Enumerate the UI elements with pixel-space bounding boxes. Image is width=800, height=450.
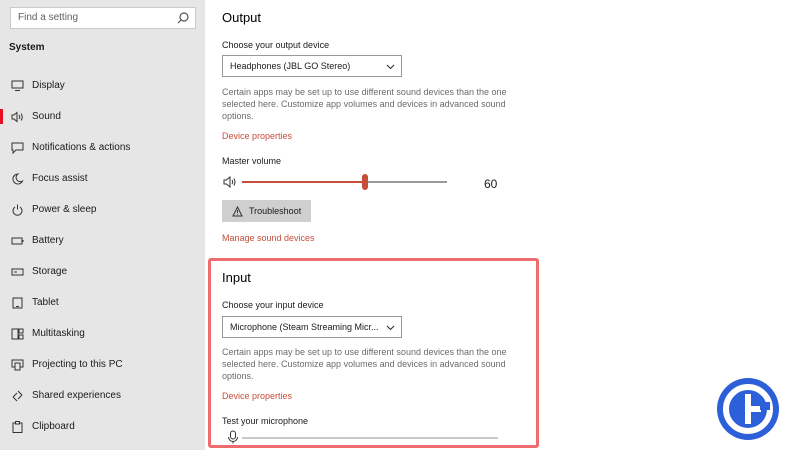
chevron-down-icon — [386, 62, 395, 71]
projecting-icon — [10, 358, 24, 372]
sidebar-item-tablet[interactable] — [0, 287, 205, 318]
manage-sound-devices-link[interactable]: Manage sound devices — [222, 233, 315, 243]
shared-icon — [10, 389, 24, 403]
master-volume-label: Master volume — [222, 156, 282, 166]
sidebar-item-notifications[interactable] — [0, 132, 205, 163]
sidebar-item-label: Power & sleep — [32, 204, 97, 215]
master-volume-value: 60 — [484, 177, 498, 191]
master-volume-thumb[interactable] — [362, 174, 368, 190]
sidebar-item-label: Display — [32, 80, 65, 91]
input-heading: Input — [222, 270, 251, 285]
output-device-properties-link[interactable]: Device properties — [222, 131, 293, 141]
sidebar-item-label: Storage — [32, 266, 68, 277]
sidebar-item-label: Shared experiences — [32, 390, 121, 401]
master-volume-slider[interactable] — [242, 181, 447, 183]
sidebar-item-label: Sound — [32, 111, 61, 122]
output-description: Certain apps may be set up to use different sound devices than the one selected here. Customize app volumes and devices in advanced sound options. — [222, 87, 507, 121]
sidebar-item-label: Clipboard — [32, 421, 75, 432]
warning-icon — [232, 206, 243, 217]
volume-icon[interactable] — [223, 175, 237, 189]
sidebar-item-label: Projecting to this PC — [32, 359, 123, 370]
sidebar-item-label: Battery — [32, 235, 64, 246]
input-section-highlight — [208, 258, 539, 448]
sidebar-section-title: System — [9, 42, 45, 53]
search-icon[interactable] — [176, 11, 190, 25]
input-description: Certain apps may be set up to use different sound devices than the one selected here. Customize app volumes and devices in advanced sound options. — [222, 347, 507, 381]
sidebar-item-battery[interactable] — [0, 225, 205, 256]
search-box[interactable] — [10, 7, 196, 29]
sidebar-item-label: Notifications & actions — [32, 142, 131, 153]
brand-logo-icon — [715, 376, 781, 442]
sidebar-item-storage[interactable] — [0, 256, 205, 287]
power-icon — [10, 203, 24, 217]
test-microphone-label: Test your microphone — [222, 416, 309, 426]
speaker-icon — [10, 110, 24, 124]
sidebar-item-multitasking[interactable] — [0, 318, 205, 349]
display-icon — [10, 79, 24, 93]
sidebar-item-label: Multitasking — [32, 328, 85, 339]
sidebar-item-shared-experiences[interactable] — [0, 380, 205, 411]
output-heading: Output — [222, 10, 262, 25]
sidebar-item-clipboard[interactable] — [0, 411, 205, 442]
sidebar-item-projecting[interactable] — [0, 349, 205, 380]
sidebar-item-sound[interactable] — [0, 101, 205, 132]
master-volume-fill — [242, 181, 365, 183]
battery-icon — [10, 234, 24, 248]
sidebar — [0, 0, 205, 450]
clipboard-icon — [10, 420, 24, 434]
troubleshoot-label: Troubleshoot — [249, 206, 302, 216]
moon-icon — [10, 172, 24, 186]
search-input[interactable]: Find a setting — [18, 12, 79, 23]
output-device-label: Choose your output device — [222, 40, 330, 50]
input-device-value: Microphone (Steam Streaming Micr... — [230, 322, 379, 332]
tablet-icon — [10, 296, 24, 310]
multitasking-icon — [10, 327, 24, 341]
sidebar-item-display[interactable] — [0, 70, 205, 101]
input-device-properties-link[interactable]: Device properties — [222, 391, 293, 401]
sidebar-item-label: Focus assist — [32, 173, 88, 184]
storage-icon — [10, 265, 24, 279]
sidebar-item-focus-assist[interactable] — [0, 163, 205, 194]
notification-icon — [10, 141, 24, 155]
input-device-label: Choose your input device — [222, 300, 324, 310]
output-device-value: Headphones (JBL GO Stereo) — [230, 61, 351, 71]
troubleshoot-button[interactable] — [222, 200, 311, 222]
sidebar-item-label: Tablet — [32, 297, 59, 308]
sidebar-item-power-sleep[interactable] — [0, 194, 205, 225]
sidebar-nav — [0, 70, 205, 442]
output-device-dropdown[interactable] — [222, 55, 402, 77]
